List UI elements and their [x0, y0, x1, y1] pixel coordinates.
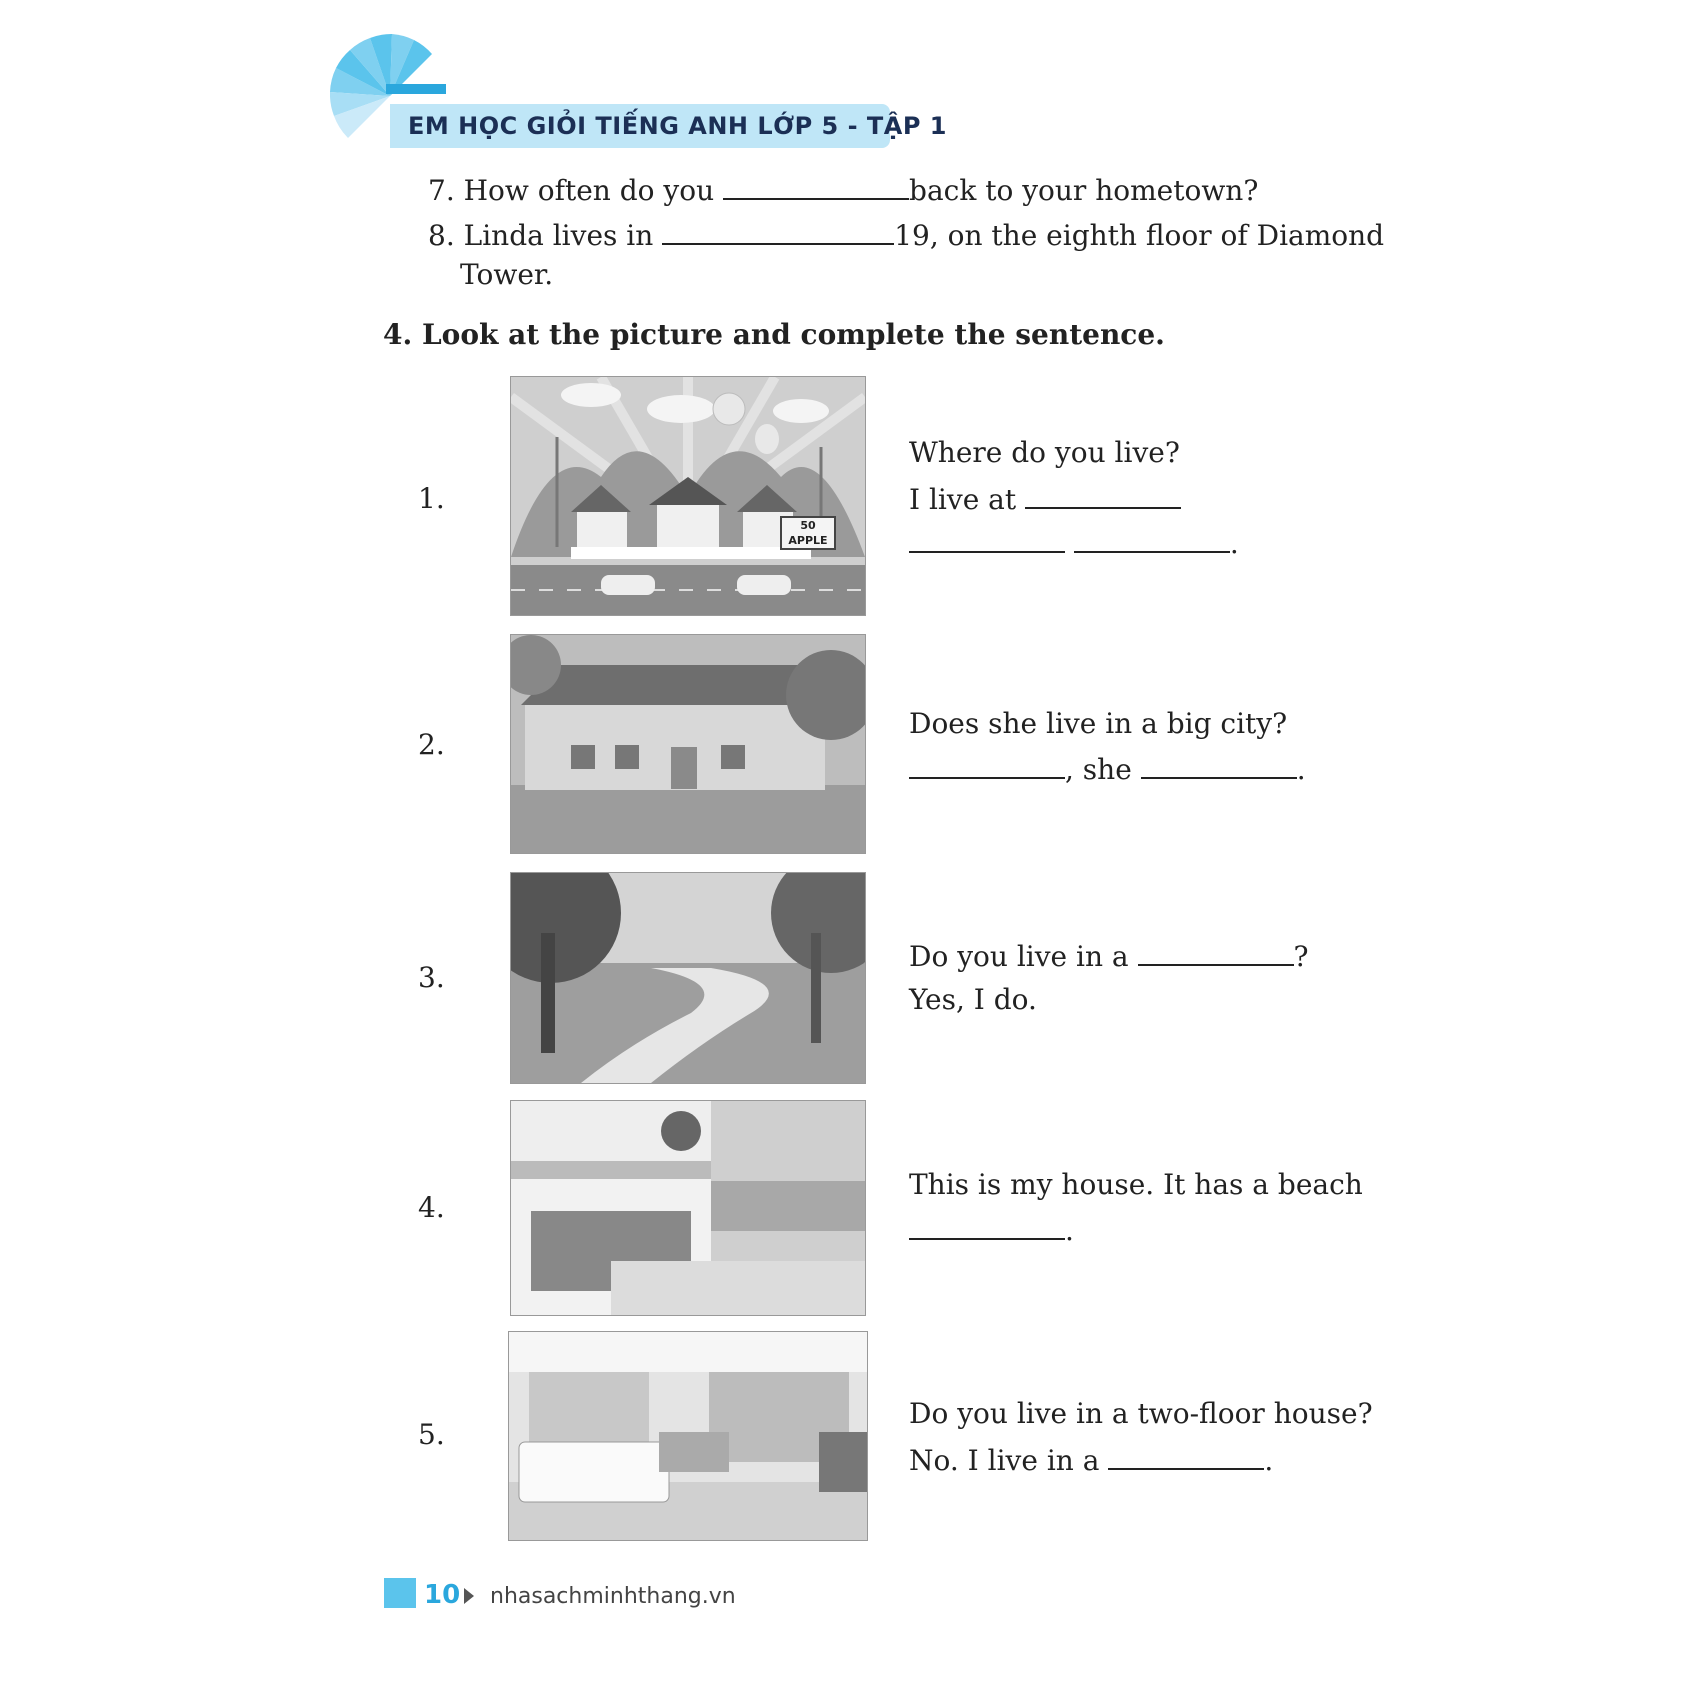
item-number: 5.: [418, 1418, 445, 1451]
item-4-answer-line: .: [909, 1212, 1074, 1248]
answer-blank[interactable]: [1025, 481, 1181, 509]
answer-blank[interactable]: [1141, 751, 1297, 779]
answer-blank[interactable]: [723, 172, 909, 200]
book-title: EM HỌC GIỎI TIẾNG ANH LỚP 5 - TẬP 1: [408, 112, 948, 140]
item-number: 1.: [418, 482, 445, 515]
footer-square: [384, 1578, 416, 1608]
answer-blank[interactable]: [909, 1212, 1065, 1240]
item-5-answer-line: No. I live in a .: [909, 1444, 1274, 1477]
picture-houses-street: [510, 376, 866, 616]
answer-blank[interactable]: [909, 525, 1065, 553]
answer-blank[interactable]: [1138, 938, 1294, 966]
picture-apartment-living-room: [508, 1331, 868, 1541]
page-number: 10: [424, 1580, 461, 1610]
item-3-question: Do you live in a ?: [909, 940, 1309, 973]
arrow-icon: [464, 1588, 474, 1604]
item-2-question: Does she live in a big city?: [909, 707, 1288, 740]
item-5-question: Do you live in a two-floor house?: [909, 1397, 1373, 1430]
answer-blank[interactable]: [1108, 1442, 1264, 1470]
sign-number: 50: [800, 519, 816, 532]
item-number: 4.: [418, 1191, 445, 1224]
picture-beach-villa: [510, 1100, 866, 1316]
website-link[interactable]: nhasachminhthang.vn: [490, 1584, 736, 1609]
picture-country-cottage: [510, 634, 866, 854]
item-number: 3.: [418, 961, 445, 994]
answer-blank[interactable]: [662, 217, 894, 245]
question-7: 7. How often do you back to your hometown?: [428, 174, 1259, 207]
item-1-question: Where do you live?: [909, 436, 1180, 469]
item-1-answer-line: I live at: [909, 481, 1181, 517]
item-4-sentence: This is my house. It has a beach: [909, 1168, 1363, 1201]
picture-village-river: [510, 872, 866, 1084]
question-8: 8. Linda lives in 19, on the eighth floor of Diamond: [428, 219, 1385, 252]
item-3-answer-line: Yes, I do.: [909, 983, 1037, 1016]
question-8-continuation: Tower.: [460, 258, 554, 291]
sign-street: APPLE: [788, 534, 828, 547]
answer-blank[interactable]: [1074, 525, 1230, 553]
exercise-heading: 4. Look at the picture and complete the sentence.: [383, 318, 1165, 351]
item-2-answer-line: , she .: [909, 751, 1306, 787]
item-number: 2.: [418, 728, 445, 761]
answer-blank[interactable]: [909, 751, 1065, 779]
item-1-answer-line-2: .: [909, 525, 1239, 561]
